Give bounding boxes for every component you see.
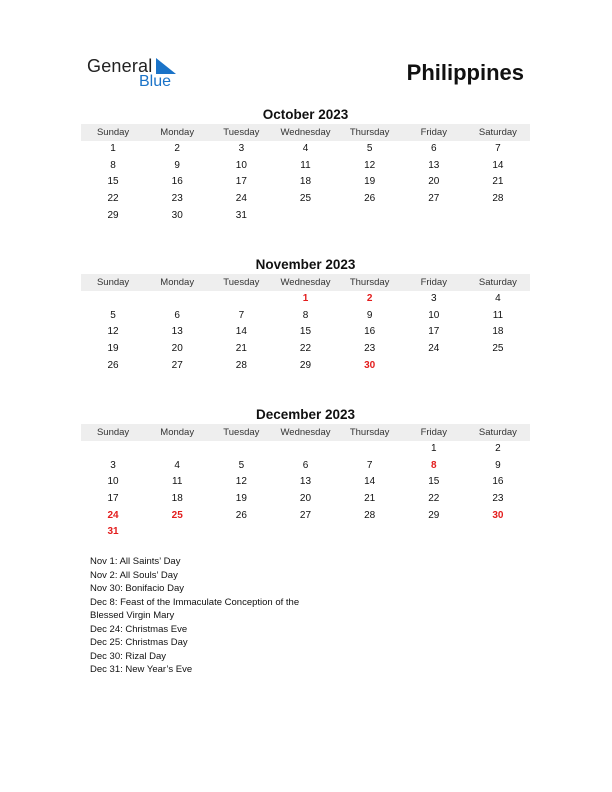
weekday-label: Friday [420,427,447,438]
day-cell: 27 [299,509,312,521]
day-cell: 24 [107,509,119,521]
weekday-label: Wednesday [280,127,331,138]
month-calendar-december [81,406,530,541]
week-row [81,341,530,358]
day-cell: 27 [428,193,440,205]
day-cell: 28 [235,359,247,371]
day-cell: 17 [235,176,247,188]
weekday-label: Wednesday [280,427,331,438]
weekday-label: Tuesday [223,277,260,288]
day-cell: 23 [171,193,183,205]
weekday-label: Sunday [96,427,130,438]
day-cell: 17 [428,326,440,338]
day-cell: 26 [364,193,376,205]
day-cell: 7 [366,459,373,471]
day-cell: 14 [364,476,376,488]
day-cell: 28 [492,193,504,205]
day-cell: 13 [171,326,183,338]
holiday-note: Dec 24: Christmas Eve [90,623,188,635]
empty-day-cell [209,441,273,458]
holiday-note: Nov 1: All Saints’ Day [90,556,181,567]
day-cell: 10 [428,309,440,321]
logo-blue-text: Blue [139,73,172,90]
empty-day-cell [273,524,337,541]
day-cell: 2 [495,443,501,454]
day-cell: 29 [107,209,119,221]
holiday-note: Dec 8: Feast of the Immaculate Conception of the [90,596,300,608]
empty-day-cell [402,524,466,541]
empty-day-cell [338,441,402,458]
day-cell: 18 [492,326,504,338]
weeks [81,141,530,224]
week-row [81,174,530,191]
weeks [81,441,530,541]
day-cell: 19 [364,176,376,188]
week-row [81,291,530,308]
logo-general-text: General [87,56,153,76]
day-cell: 13 [299,476,312,488]
day-cell: 9 [366,309,373,321]
week-row [81,358,530,375]
day-cell: 4 [302,143,309,154]
weekday-label: Monday [160,277,195,288]
week-row [81,141,530,158]
month-title: November 2023 [255,257,356,272]
day-cell: 12 [235,476,247,488]
day-cell: 24 [235,193,247,205]
holiday-notes [90,555,299,677]
day-cell: 14 [492,159,504,171]
week-row [81,524,530,541]
day-cell: 2 [366,293,373,304]
weekday-label: Saturday [478,127,517,138]
week-row [81,324,530,341]
empty-day-cell [209,291,273,308]
day-cell: 8 [302,309,309,321]
day-cell: 5 [366,143,373,154]
country-title: Philippines [406,60,524,85]
day-cell: 1 [302,293,309,304]
week-row [81,158,530,175]
holiday-note: Nov 30: Bonifacio Day [90,583,184,594]
weekday-label: Saturday [478,277,517,288]
month-calendar-november [81,256,530,374]
empty-day-cell [273,208,337,225]
day-cell: 16 [364,326,376,338]
day-cell: 19 [107,343,119,355]
holiday-note: Dec 31: New Year’s Eve [90,664,193,675]
day-cell: 15 [299,326,312,338]
week-row [81,491,530,508]
day-cell: 31 [235,209,247,221]
empty-day-cell [145,291,209,308]
day-cell: 10 [107,476,119,488]
empty-day-cell [338,524,402,541]
empty-day-cell [145,441,209,458]
day-cell: 11 [172,476,183,488]
weekday-label: Sunday [96,277,130,288]
holiday-note: Dec 30: Rizal Day [90,650,167,662]
day-cell: 16 [492,476,504,488]
day-cell: 3 [238,143,245,154]
day-cell: 7 [495,143,501,154]
day-cell: 8 [110,159,116,171]
day-cell: 5 [238,459,245,471]
weeks [81,291,530,374]
holiday-note: Blessed Virgin Mary [90,610,175,621]
day-cell: 31 [107,526,119,538]
holiday-note: Nov 2: All Souls’ Day [90,569,178,581]
empty-day-cell [273,441,337,458]
weekday-label: Saturday [478,427,517,438]
month-title: October 2023 [262,107,349,122]
empty-day-cell [81,441,145,458]
weekday-label: Thursday [349,127,390,138]
day-cell: 25 [492,343,504,355]
month-calendar-october [81,106,530,224]
day-cell: 13 [428,159,440,171]
weekday-label: Tuesday [223,427,260,438]
day-cell: 26 [107,359,119,371]
day-cell: 25 [171,509,183,521]
day-cell: 18 [299,176,312,188]
weekday-label: Monday [160,427,195,438]
day-cell: 7 [238,309,245,321]
day-cell: 1 [110,143,116,154]
week-row [81,441,530,458]
day-cell: 3 [110,459,116,471]
day-cell: 22 [299,343,312,355]
day-cell: 20 [428,176,440,188]
day-cell: 4 [495,293,501,304]
day-cell: 22 [107,193,119,205]
day-cell: 22 [428,493,440,505]
weekday-header [81,274,530,291]
day-cell: 24 [428,343,440,355]
week-row [81,208,530,225]
weekday-label: Sunday [96,127,130,138]
day-cell: 16 [171,176,183,188]
day-cell: 30 [492,509,504,521]
day-cell: 9 [174,159,180,171]
empty-day-cell [466,358,530,375]
day-cell: 12 [107,326,119,338]
weekday-label: Thursday [349,427,390,438]
day-cell: 8 [430,459,437,471]
day-cell: 20 [171,343,183,355]
month-title: December 2023 [255,407,356,422]
day-cell: 1 [430,443,437,454]
day-cell: 19 [235,493,247,505]
empty-day-cell [209,524,273,541]
day-cell: 6 [302,459,309,471]
day-cell: 29 [299,359,312,371]
empty-day-cell [402,358,466,375]
generalblue-logo [87,56,187,92]
day-cell: 26 [235,509,247,521]
weekday-label: Friday [420,277,447,288]
day-cell: 23 [364,343,376,355]
day-cell: 15 [107,176,119,188]
day-cell: 23 [492,493,504,505]
empty-day-cell [402,208,466,225]
day-cell: 25 [299,193,312,205]
weekday-header [81,124,530,141]
week-row [81,308,530,325]
week-row [81,191,530,208]
week-row [81,508,530,525]
empty-day-cell [466,524,530,541]
day-cell: 28 [364,509,376,521]
weekday-label: Wednesday [280,277,331,288]
weekday-header [81,424,530,441]
day-cell: 12 [364,159,376,171]
day-cell: 30 [171,209,183,221]
holiday-note: Dec 25: Christmas Day [90,637,188,648]
week-row [81,474,530,491]
day-cell: 3 [430,293,437,304]
weekday-label: Thursday [349,277,390,288]
day-cell: 11 [492,309,504,321]
weekday-label: Monday [160,127,195,138]
day-cell: 5 [110,309,116,321]
day-cell: 30 [364,359,376,371]
day-cell: 20 [299,493,312,505]
day-cell: 9 [495,459,501,471]
day-cell: 17 [107,493,119,505]
empty-day-cell [338,208,402,225]
week-row [81,458,530,475]
day-cell: 11 [300,159,311,171]
day-cell: 21 [235,343,247,355]
weekday-label: Tuesday [223,127,260,138]
weekday-label: Friday [420,127,447,138]
empty-day-cell [145,524,209,541]
day-cell: 27 [171,359,183,371]
day-cell: 15 [428,476,440,488]
day-cell: 21 [364,493,376,505]
day-cell: 10 [235,159,247,171]
empty-day-cell [466,208,530,225]
empty-day-cell [81,291,145,308]
day-cell: 29 [428,509,440,521]
day-cell: 14 [235,326,247,338]
day-cell: 18 [171,493,183,505]
day-cell: 21 [492,176,504,188]
day-cell: 6 [174,309,180,321]
day-cell: 4 [174,459,180,471]
day-cell: 6 [430,143,437,154]
day-cell: 2 [174,143,180,154]
